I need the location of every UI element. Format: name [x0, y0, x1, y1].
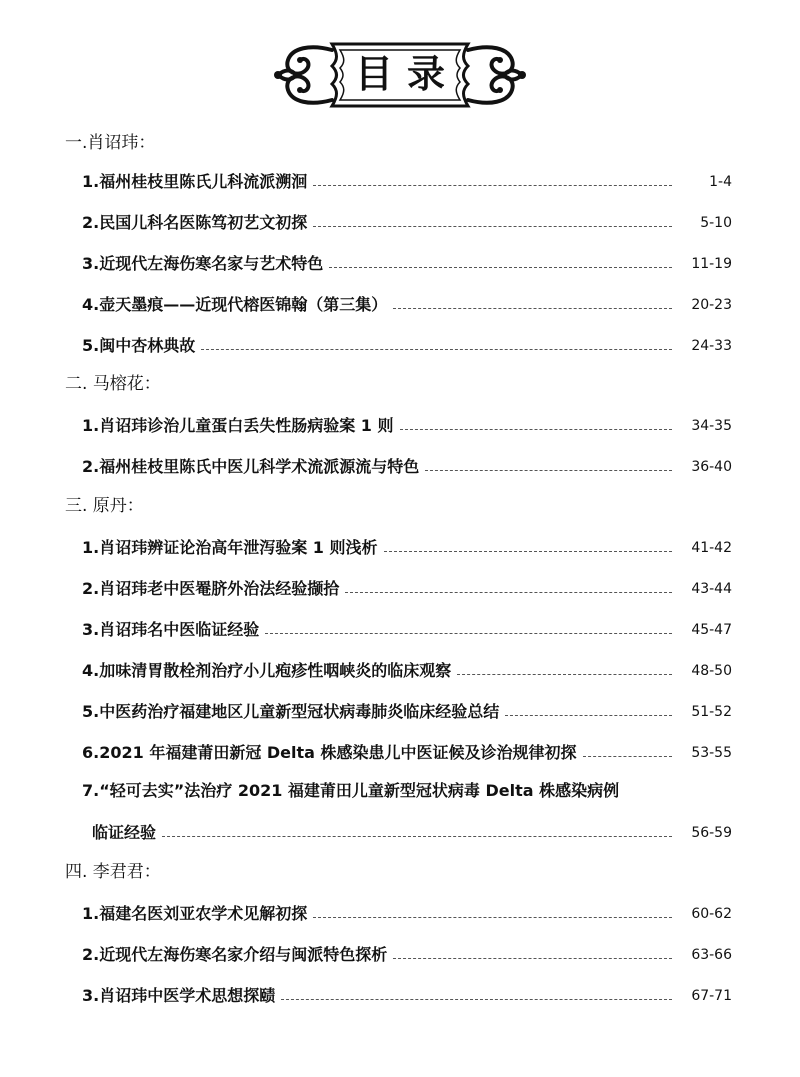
- entry-label: 4.加味清胃散栓剂治疗小儿疱疹性咽峡炎的临床观察: [82, 661, 452, 680]
- entry-label: 2.近现代左海伤寒名家介绍与闽派特色探析: [82, 945, 388, 964]
- dotted-leader: [281, 999, 672, 1000]
- section-heading: 一.肖诏玮：: [65, 133, 156, 153]
- entry-label: 5.中医药治疗福建地区儿童新型冠状病毒肺炎临床经验总结: [82, 702, 500, 721]
- entry-pages: 53-55: [691, 745, 732, 761]
- toc-entry[interactable]: [82, 413, 732, 437]
- toc-entry[interactable]: [82, 292, 732, 316]
- entry-pages: 36-40: [691, 459, 732, 475]
- entry-pages: 34-35: [691, 418, 732, 434]
- toc-entry[interactable]: [92, 820, 732, 844]
- dotted-leader: [265, 633, 672, 634]
- dotted-leader: [329, 267, 672, 268]
- dotted-leader: [457, 674, 672, 675]
- dotted-leader: [345, 592, 672, 593]
- entry-label: 1.肖诏玮诊治儿童蛋白丢失性肠病验案 1 则: [82, 416, 394, 435]
- toc-entry[interactable]: [82, 901, 732, 925]
- toc-entry[interactable]: [82, 535, 732, 559]
- entry-pages: 43-44: [691, 581, 732, 597]
- toc-entry[interactable]: [82, 658, 732, 682]
- dotted-leader: [400, 429, 673, 430]
- entry-pages: 5-10: [700, 215, 732, 231]
- dotted-leader: [505, 715, 672, 716]
- page-title: 目录: [354, 51, 459, 96]
- entry-label: 2.肖诏玮老中医罨脐外治法经验撷拾: [82, 579, 340, 598]
- toc-entry[interactable]: [82, 740, 732, 764]
- entry-label-line1[interactable]: 7.“轻可去实”法治疗 2021 福建莆田儿童新型冠状病毒 Delta 株感染病例: [82, 781, 620, 800]
- dotted-leader: [162, 836, 672, 837]
- entry-label: 5.闽中杏林典故: [82, 336, 196, 355]
- dotted-leader: [425, 470, 672, 471]
- toc-entry[interactable]: [82, 699, 732, 723]
- toc-entry[interactable]: [82, 576, 732, 600]
- toc-entry[interactable]: [82, 617, 732, 641]
- entry-label: 4.壶天墨痕——近现代榕医锦翰（第三集）: [82, 295, 388, 314]
- entry-label: 2.福州桂枝里陈氏中医儿科学术流派源流与特色: [82, 457, 420, 476]
- entry-pages: 63-66: [691, 947, 732, 963]
- entry-label: 1.肖诏玮辨证论治高年泄泻验案 1 则浅析: [82, 538, 378, 557]
- entry-pages: 20-23: [691, 297, 732, 313]
- entry-pages: 51-52: [691, 704, 732, 720]
- entry-label: 3.肖诏玮中医学术思想探赜: [82, 986, 276, 1005]
- entry-label: 2.民国儿科名医陈笃初艺文初探: [82, 213, 308, 232]
- entry-label: 1.福建名医刘亚农学术见解初探: [82, 904, 308, 923]
- entry-pages: 41-42: [691, 540, 732, 556]
- entry-pages: 56-59: [691, 825, 732, 841]
- toc-entry[interactable]: [82, 983, 732, 1007]
- toc-entry[interactable]: [82, 454, 732, 478]
- entry-label: 6.2021 年福建莆田新冠 Delta 株感染患儿中医证候及诊治规律初探: [82, 743, 577, 762]
- dotted-leader: [313, 226, 672, 227]
- dotted-leader: [313, 185, 672, 186]
- toc-entry[interactable]: [82, 942, 732, 966]
- entry-pages: 1-4: [709, 174, 732, 190]
- dotted-leader: [393, 958, 672, 959]
- toc-entry[interactable]: [82, 210, 732, 234]
- toc-entry[interactable]: [82, 251, 732, 275]
- dotted-leader: [201, 349, 672, 350]
- entry-pages: 11-19: [691, 256, 732, 272]
- entry-label: 临证经验: [92, 823, 157, 842]
- entry-label: 3.肖诏玮名中医临证经验: [82, 620, 260, 639]
- entry-pages: 48-50: [691, 663, 732, 679]
- section-heading: 三. 原丹：: [65, 496, 144, 516]
- dotted-leader: [384, 551, 673, 552]
- toc-entry[interactable]: [82, 333, 732, 357]
- toc-entry[interactable]: [82, 169, 732, 193]
- toc-title-banner: [270, 30, 530, 120]
- entry-pages: 24-33: [691, 338, 732, 354]
- dotted-leader: [583, 756, 672, 757]
- entry-label: 3.近现代左海伤寒名家与艺术特色: [82, 254, 324, 273]
- section-heading: 二. 马榕花：: [65, 374, 161, 394]
- dotted-leader: [393, 308, 672, 309]
- section-heading: 四. 李君君：: [65, 862, 161, 882]
- entry-pages: 45-47: [691, 622, 732, 638]
- entry-label: 1.福州桂枝里陈氏儿科流派溯洄: [82, 172, 308, 191]
- dotted-leader: [313, 917, 672, 918]
- entry-pages: 67-71: [691, 988, 732, 1004]
- entry-pages: 60-62: [691, 906, 732, 922]
